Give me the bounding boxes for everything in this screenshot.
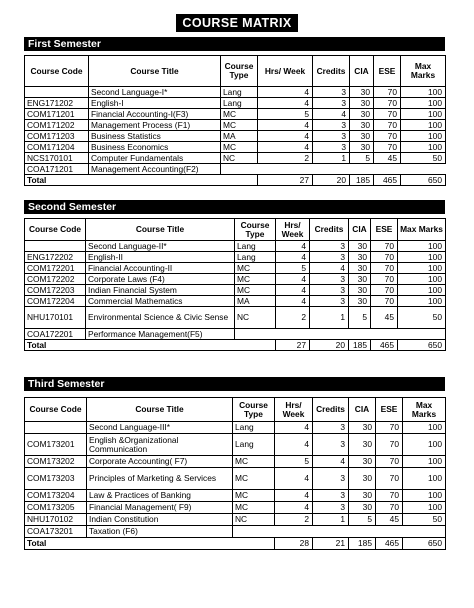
table-header-row [25,56,446,87]
table-row [25,526,446,538]
cell-code: NHU170101 [25,307,86,329]
cell-code: NCS170101 [25,153,89,164]
cell-cia: 30 [349,296,371,307]
header-cell: Credits [310,219,349,241]
cell-hrs: 4 [276,252,310,263]
cell-cia: 30 [350,120,374,131]
cell-hrs: 2 [258,153,313,164]
cell-cia: 30 [350,98,374,109]
cell-title: Indian Constitution [87,514,233,526]
cell-max: 100 [401,98,446,109]
cell-code: ENG172202 [25,252,86,263]
cell-code: COA173201 [25,526,87,538]
cell-type: Lang [221,87,258,98]
header-cell: Course Title [86,219,235,241]
cell-title: Taxation (F6) [87,526,233,538]
header-cell: ESE [374,56,401,87]
cell-credits: 3 [313,142,350,153]
cell-cia: 30 [349,252,371,263]
cell-title: Corporate Laws (F4) [86,274,235,285]
cell-title: Second Language-I* [89,87,221,98]
cell-cia: 30 [349,274,371,285]
cell-credits: 3 [313,131,350,142]
table-row [25,456,446,468]
header-cell: CIA [350,56,374,87]
cell-type: MC [233,468,275,490]
cell-hrs: 4 [258,131,313,142]
cell-max: 100 [398,241,446,252]
cell-hrs: 4 [258,142,313,153]
header-cell: ESE [371,219,398,241]
semester-heading: Second Semester [24,200,445,214]
table-row [25,131,446,142]
cell-type: MC [221,109,258,120]
cell-title: Performance Management(F5) [86,329,235,340]
cell-code: COM172202 [25,274,86,285]
header-cell: Credits [313,56,350,87]
cell-ese: 70 [376,502,403,514]
total-label: Total [25,538,275,550]
header-cell: Hrs/ Week [258,56,313,87]
header-cell: Max Marks [398,219,446,241]
cell-type: MC [221,142,258,153]
cell-code: COM171204 [25,142,89,153]
header-cell: Course Type [221,56,258,87]
cell-title: English &Organizational Communication [87,434,233,456]
cell-hrs: 2 [275,514,313,526]
cell-type: Lang [235,241,276,252]
cell-type: MC [221,120,258,131]
total-ese: 465 [376,538,403,550]
header-cell: Max Marks [401,56,446,87]
total-row [25,175,446,186]
cell-title: Second Language-III* [87,422,233,434]
cell-empty [235,329,446,340]
total-cia: 185 [349,538,376,550]
cell-credits: 3 [313,87,350,98]
header-cell: CIA [349,398,376,422]
cell-title: Computer Fundamentals [89,153,221,164]
cell-max: 50 [398,307,446,329]
cell-credits: 3 [313,434,349,456]
table-row [25,252,446,263]
cell-type: Lang [235,252,276,263]
header-cell: Course Code [25,219,86,241]
total-label: Total [25,340,276,351]
total-hrs: 27 [276,340,310,351]
cell-hrs: 4 [275,422,313,434]
cell-credits: 3 [310,274,349,285]
cell-max: 100 [401,120,446,131]
semester-heading: Third Semester [24,377,445,391]
header-cell: Course Title [89,56,221,87]
cell-hrs: 4 [275,468,313,490]
cell-max: 100 [398,296,446,307]
cell-ese: 70 [376,468,403,490]
header-cell: Course Code [25,56,89,87]
cell-type: Lang [233,422,275,434]
header-cell: Hrs/ Week [275,398,313,422]
cell-credits: 3 [313,98,350,109]
cell-code: COA171201 [25,164,89,175]
cell-title: English-II [86,252,235,263]
total-credits: 20 [313,175,350,186]
total-hrs: 27 [258,175,313,186]
cell-cia: 5 [349,514,376,526]
cell-title: Financial Management( F9) [87,502,233,514]
cell-code: COM171203 [25,131,89,142]
total-hrs: 28 [275,538,313,550]
cell-title: Business Economics [89,142,221,153]
table-row [25,468,446,490]
total-cia: 185 [350,175,374,186]
cell-hrs: 2 [276,307,310,329]
cell-credits: 3 [310,296,349,307]
cell-max: 50 [403,514,446,526]
cell-ese: 45 [376,514,403,526]
cell-code: NHU170102 [25,514,87,526]
semester-heading: First Semester [24,37,445,51]
header-cell: CIA [349,219,371,241]
cell-code: COM172204 [25,296,86,307]
table-row [25,490,446,502]
cell-ese: 70 [371,241,398,252]
cell-code: COM173202 [25,456,87,468]
cell-type: MC [235,274,276,285]
cell-code: COM173201 [25,434,87,456]
header-cell: Hrs/ Week [276,219,310,241]
cell-ese: 70 [371,285,398,296]
section-first-semester [24,37,445,186]
cell-title: Law & Practices of Banking [87,490,233,502]
cell-credits: 4 [313,456,349,468]
cell-ese: 70 [371,296,398,307]
cell-credits: 1 [313,153,350,164]
cell-hrs: 4 [276,296,310,307]
table-row [25,422,446,434]
table-row [25,109,446,120]
cell-title: Second Language-II* [86,241,235,252]
course-table [24,218,446,351]
cell-code: COM172203 [25,285,86,296]
cell-ese: 70 [376,422,403,434]
table-row [25,514,446,526]
total-cia: 185 [349,340,371,351]
cell-cia: 30 [350,87,374,98]
cell-type: MC [235,285,276,296]
cell-hrs: 4 [275,490,313,502]
cell-ese: 70 [374,98,401,109]
total-ese: 465 [371,340,398,351]
header-cell: Credits [313,398,349,422]
title-wrap [0,14,474,32]
total-row [25,340,446,351]
cell-credits: 1 [310,307,349,329]
cell-title: Management Process (F1) [89,120,221,131]
cell-title: Financial Accounting-II [86,263,235,274]
table-header-row [25,219,446,241]
cell-type: NC [233,514,275,526]
table-row [25,502,446,514]
cell-max: 100 [398,285,446,296]
table-row [25,87,446,98]
cell-ese: 70 [374,142,401,153]
course-table [24,55,446,186]
cell-cia: 30 [349,502,376,514]
cell-ese: 45 [371,307,398,329]
cell-credits: 4 [313,109,350,120]
cell-hrs: 5 [275,456,313,468]
cell-ese: 70 [376,434,403,456]
total-max: 650 [398,340,446,351]
cell-cia: 30 [349,422,376,434]
cell-type: NC [221,153,258,164]
cell-empty [233,526,446,538]
cell-max: 100 [398,274,446,285]
cell-cia: 30 [349,434,376,456]
header-cell: Course Type [235,219,276,241]
cell-hrs: 4 [258,120,313,131]
cell-type: MC [235,263,276,274]
cell-code: COM173205 [25,502,87,514]
cell-ese: 70 [374,87,401,98]
cell-max: 100 [403,456,446,468]
cell-type: MC [233,502,275,514]
cell-credits: 3 [310,252,349,263]
cell-credits: 3 [313,490,349,502]
cell-max: 100 [403,502,446,514]
cell-type: NC [235,307,276,329]
cell-title: English-I [89,98,221,109]
section-second-semester [24,200,445,351]
cell-code [25,422,87,434]
cell-hrs: 4 [276,241,310,252]
cell-credits: 3 [310,241,349,252]
table-header-row [25,398,446,422]
table-row [25,153,446,164]
header-cell: Course Type [233,398,275,422]
cell-cia: 30 [349,456,376,468]
cell-cia: 30 [349,263,371,274]
cell-type: MC [233,490,275,502]
total-ese: 465 [374,175,401,186]
table-row [25,98,446,109]
cell-code: COM173203 [25,468,87,490]
cell-ese: 70 [376,490,403,502]
cell-code [25,241,86,252]
table-row [25,296,446,307]
cell-max: 100 [401,87,446,98]
cell-code: COM171201 [25,109,89,120]
cell-hrs: 4 [275,502,313,514]
cell-cia: 30 [349,285,371,296]
cell-credits: 3 [313,502,349,514]
table-row [25,329,446,340]
cell-code: COA172201 [25,329,86,340]
cell-hrs: 4 [276,285,310,296]
total-max: 650 [403,538,446,550]
cell-cia: 30 [349,468,376,490]
total-max: 650 [401,175,446,186]
cell-hrs: 4 [258,98,313,109]
header-cell: Max Marks [403,398,446,422]
cell-ese: 45 [374,153,401,164]
cell-credits: 3 [313,468,349,490]
cell-hrs: 4 [258,87,313,98]
table-row [25,164,446,175]
cell-title: Financial Accounting-I(F3) [89,109,221,120]
cell-empty [221,164,446,175]
cell-code: ENG171202 [25,98,89,109]
cell-max: 100 [403,468,446,490]
cell-cia: 30 [349,490,376,502]
table-row [25,285,446,296]
table-row [25,263,446,274]
cell-max: 100 [403,422,446,434]
cell-cia: 30 [350,131,374,142]
total-row [25,538,446,550]
cell-max: 100 [398,252,446,263]
header-cell: Course Title [87,398,233,422]
cell-title: Environmental Science & Civic Sense [86,307,235,329]
cell-credits: 3 [313,422,349,434]
header-cell: Course Code [25,398,87,422]
table-row [25,434,446,456]
cell-hrs: 5 [258,109,313,120]
cell-max: 100 [401,142,446,153]
cell-type: MA [235,296,276,307]
header-cell: ESE [376,398,403,422]
table-row [25,120,446,131]
page-title: COURSE MATRIX [176,14,297,32]
cell-code: COM172201 [25,263,86,274]
cell-title: Management Accounting(F2) [89,164,221,175]
cell-cia: 30 [349,241,371,252]
table-row [25,142,446,153]
cell-type: MA [221,131,258,142]
cell-max: 100 [401,131,446,142]
course-table [24,397,446,550]
cell-ese: 70 [371,263,398,274]
cell-ese: 70 [371,274,398,285]
cell-code: COM171202 [25,120,89,131]
cell-hrs: 4 [275,434,313,456]
cell-cia: 5 [349,307,371,329]
table-row [25,307,446,329]
cell-code: COM173204 [25,490,87,502]
cell-max: 50 [401,153,446,164]
section-third-semester [24,377,445,550]
cell-title: Principles of Marketing & Services [87,468,233,490]
cell-credits: 4 [310,263,349,274]
total-label: Total [25,175,258,186]
cell-type: Lang [233,434,275,456]
cell-type: MC [233,456,275,468]
cell-cia: 30 [350,109,374,120]
cell-type: Lang [221,98,258,109]
cell-hrs: 5 [276,263,310,274]
cell-cia: 30 [350,142,374,153]
cell-max: 100 [403,434,446,456]
cell-ese: 70 [371,252,398,263]
cell-ese: 70 [374,120,401,131]
total-credits: 21 [313,538,349,550]
cell-credits: 3 [310,285,349,296]
cell-max: 100 [398,263,446,274]
cell-ese: 70 [374,131,401,142]
cell-ese: 70 [374,109,401,120]
cell-credits: 3 [313,120,350,131]
cell-cia: 5 [350,153,374,164]
cell-title: Corporate Accounting( F7) [87,456,233,468]
table-row [25,274,446,285]
cell-title: Indian Financial System [86,285,235,296]
cell-ese: 70 [376,456,403,468]
table-row [25,241,446,252]
cell-max: 100 [401,109,446,120]
cell-credits: 1 [313,514,349,526]
cell-title: Commercial Mathematics [86,296,235,307]
total-credits: 20 [310,340,349,351]
cell-title: Business Statistics [89,131,221,142]
cell-code [25,87,89,98]
cell-hrs: 4 [276,274,310,285]
cell-max: 100 [403,490,446,502]
